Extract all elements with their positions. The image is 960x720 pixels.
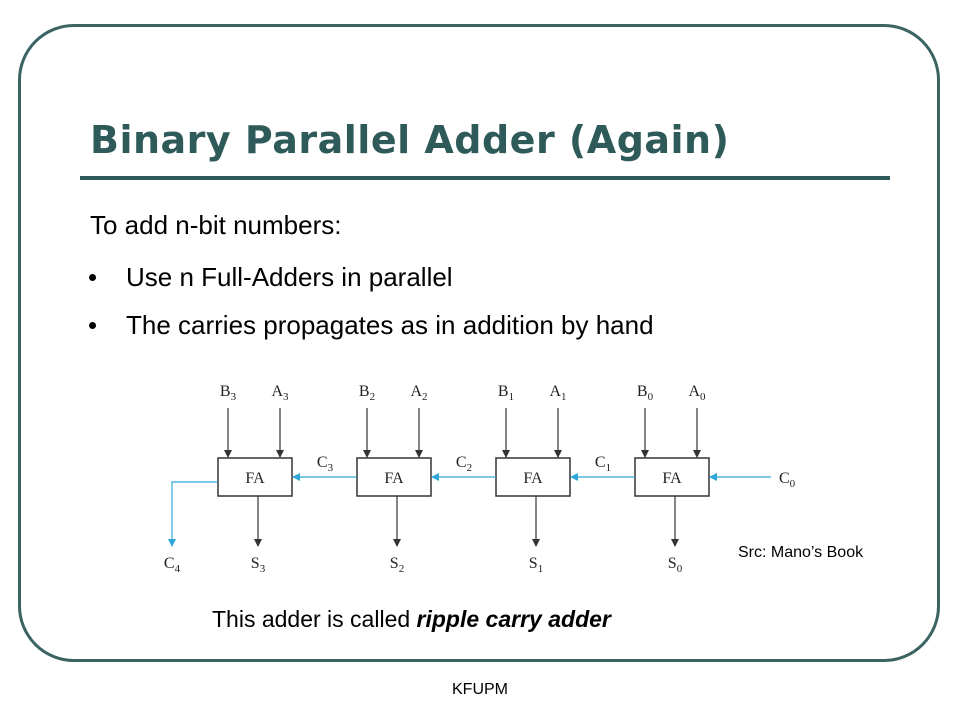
sum-output-label: $S_2$ — [389, 555, 405, 575]
bullet-marker: • — [88, 262, 98, 292]
caption-emphasis: ripple carry adder — [416, 606, 611, 632]
carry-label: $C_3$ — [316, 454, 334, 474]
bullet-text: The carries propagates as in addition by hand — [126, 310, 654, 340]
full-adder-label: FA — [245, 470, 265, 487]
slide-title: Binary Parallel Adder (Again) — [90, 118, 730, 162]
input-a-label: $A_3$ — [271, 383, 289, 403]
input-a-label: $A_2$ — [410, 383, 428, 403]
bullet-text: Use n Full-Adders in parallel — [126, 262, 453, 292]
full-adder-label: FA — [662, 470, 682, 487]
carry-label: $C_1$ — [594, 454, 612, 474]
bullet-marker: • — [88, 310, 98, 340]
bullet-item — [88, 310, 654, 341]
source-note: Src: Mano’s Book — [738, 544, 864, 561]
carry-label: $C_2$ — [455, 454, 473, 474]
carry-in-label: $C_0$ — [779, 470, 796, 490]
input-a-label: $A_0$ — [688, 383, 706, 403]
input-b-label: $B_0$ — [636, 383, 654, 403]
title-underline — [80, 176, 890, 180]
intro-text: To add n-bit numbers: — [90, 210, 342, 240]
ripple-carry-adder-diagram — [150, 378, 810, 578]
caption — [212, 606, 611, 633]
carry-out-arrow — [172, 482, 218, 546]
sum-output-label: $S_1$ — [528, 555, 544, 575]
footer-text: KFUPM — [452, 681, 508, 698]
full-adder-label: FA — [384, 470, 404, 487]
sum-output-label: $S_3$ — [250, 555, 266, 575]
full-adder-label: FA — [523, 470, 543, 487]
sum-output-label: $S_0$ — [667, 555, 683, 575]
input-b-label: $B_2$ — [358, 383, 376, 403]
caption-prefix: This adder is called — [212, 606, 417, 632]
bullet-item — [88, 262, 453, 293]
input-b-label: $B_1$ — [497, 383, 515, 403]
input-a-label: $A_1$ — [549, 383, 567, 403]
carry-out-label: $C_4$ — [163, 555, 181, 575]
input-b-label: $B_3$ — [219, 383, 237, 403]
